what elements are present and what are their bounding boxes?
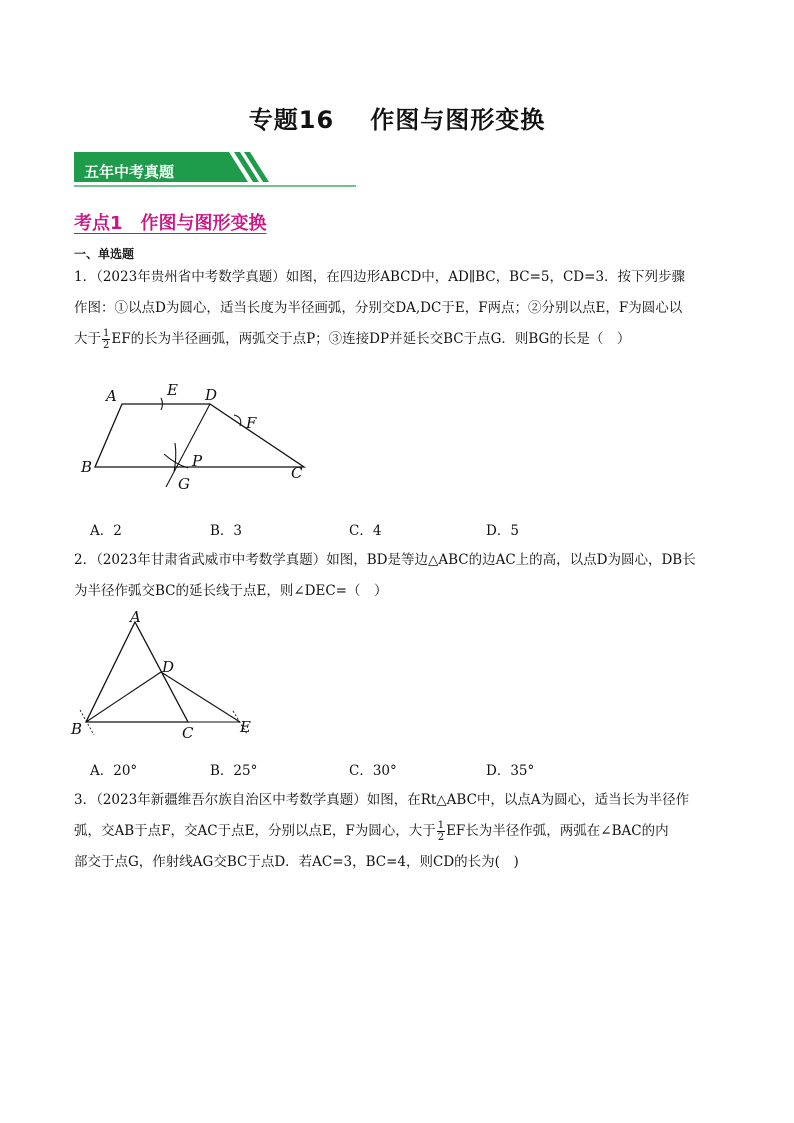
- q1-label-f: F: [246, 414, 257, 432]
- q2-option-a[interactable]: A．20°: [90, 763, 138, 779]
- q1-line-3: 大于 $\frac{1}{2}$ EF的长为半径画弧，两弧交于点P；③连接DP并延长交BC于点G．则BG的长是（ ）: [74, 328, 631, 351]
- title-name: 作图与图形变换: [370, 106, 546, 134]
- q2-label-a: A: [130, 610, 141, 626]
- q1-line-1: 1．（2023年贵州省中考数学真题）如图，在四边形ABCD中，AD∥BC，BC=5，CD=3．按下列步骤: [74, 269, 686, 285]
- title-topic: 专题16: [248, 106, 335, 134]
- q1-label-e: E: [167, 381, 178, 399]
- q1-fraction: $\frac{1}{2}$: [103, 328, 110, 351]
- q3-fraction: $\frac{1}{2}$: [437, 820, 445, 843]
- q3-line-1: 3．（2023年新疆维吾尔族自治区中考数学真题）如图，在Rt△ABC中，以点A为圆心，适当长为半径作: [74, 792, 690, 808]
- question-3: [74, 785, 720, 878]
- q1-option-b[interactable]: B．3: [210, 523, 243, 539]
- q2-label-e: E: [240, 718, 251, 736]
- q1-option-d[interactable]: D．5: [486, 523, 519, 539]
- question-1: [74, 262, 720, 355]
- q2-option-c[interactable]: C．30°: [349, 763, 397, 779]
- topic-heading: 考点1 作图与图形变换: [74, 213, 267, 234]
- page-title: [0, 100, 794, 135]
- q2-altitude-bd: [86, 672, 161, 722]
- q1-label-c: C: [291, 464, 303, 482]
- q2-option-b[interactable]: B．25°: [210, 763, 258, 779]
- q2-figure: [68, 610, 268, 745]
- q3-line-3: 部交于点G，作射线AG交BC于点D．若AC=3，BC=4，则CD的长为( ): [74, 854, 519, 870]
- q1-figure: [72, 372, 322, 502]
- q2-label-b: B: [71, 720, 83, 738]
- q2-segment-de: [161, 672, 240, 722]
- question-2: [74, 545, 720, 607]
- q1-label-d: D: [205, 386, 218, 404]
- q2-label-d: D: [162, 658, 175, 676]
- q1-option-c[interactable]: C．4: [349, 523, 382, 539]
- q1-label-b: B: [81, 458, 93, 476]
- q2-line-2: 为半径作弧交BC的延长线于点E，则∠DEC=（ ）: [74, 583, 388, 599]
- banner-label: 五年中考真题: [84, 163, 175, 181]
- q2-line-1: 2．（2023年甘肃省武威市中考数学真题）如图，BD是等边△ABC的边AC上的高，以点D为圆心，DB长: [74, 552, 696, 568]
- q1-line-2: 作图：①以点D为圆心，适当长度为半径画弧，分别交DA,DC于E，F两点；②分别以点E，F为圆心以: [74, 300, 683, 316]
- q1-label-g: G: [178, 475, 190, 493]
- q2-option-d[interactable]: D．35°: [486, 763, 535, 779]
- q3-line-2: 弧，交AB于点F，交AC于点E，分别以点E，F为圆心，大于 $\frac{1}{2}$ EF长为半径作弧，两弧在∠BAC的内: [74, 820, 669, 843]
- q1-label-p: P: [192, 452, 203, 470]
- section-heading: 一、单选题: [74, 247, 135, 261]
- q1-label-a: A: [106, 387, 117, 405]
- q2-label-c: C: [182, 724, 194, 742]
- q1-option-a[interactable]: A．2: [90, 523, 122, 539]
